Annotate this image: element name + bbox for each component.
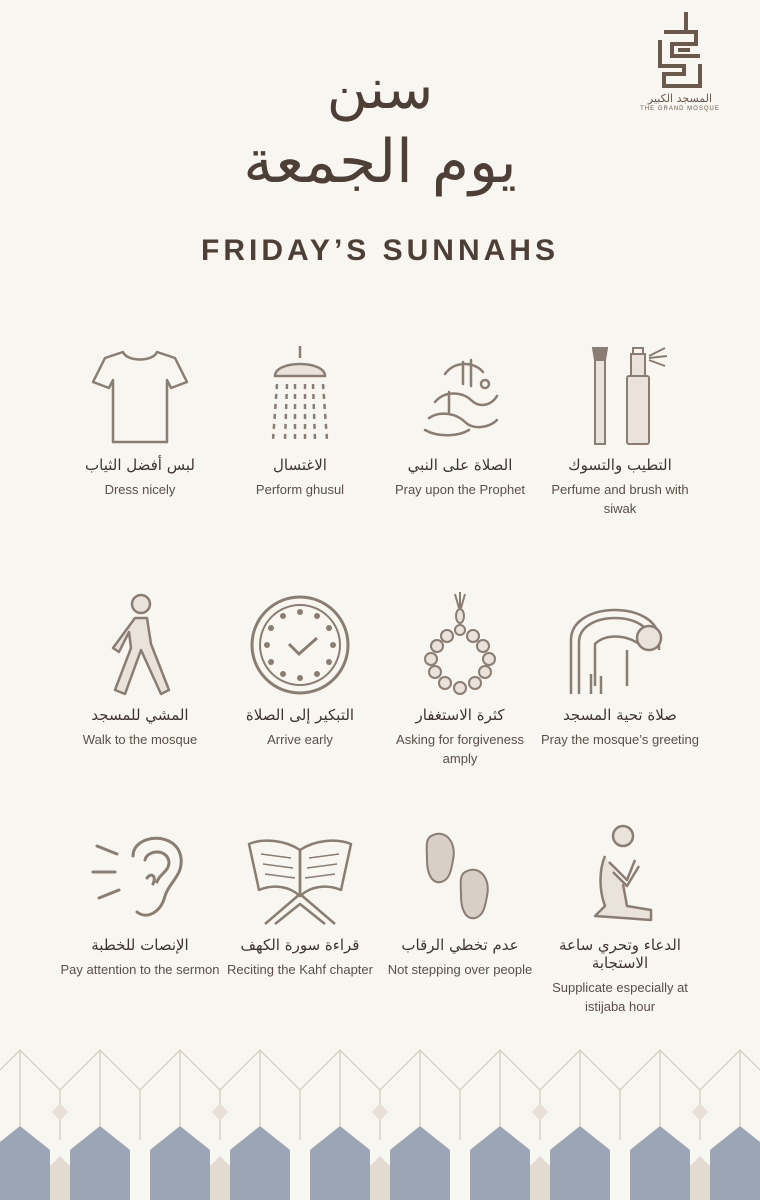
logo-arabic-text: المسجد الكبير: [647, 92, 713, 105]
title-english: FRIDAY’S SUNNAHS: [201, 234, 559, 267]
sunnah-item-salawat: [380, 340, 540, 499]
sunnah-item-arrive-early: [220, 590, 380, 749]
footprints-icon: [405, 820, 515, 930]
perfume-siwak-icon: [565, 340, 675, 450]
sunnah-item-perfume: [540, 340, 700, 518]
sunnah-item-istighfar: [380, 590, 540, 768]
quran-stand-icon: [245, 820, 355, 930]
item-arabic-label: قراءة سورة الكهف: [240, 936, 360, 954]
item-arabic-label: المشي للمسجد: [91, 706, 189, 724]
decorative-arch-pattern: [0, 1030, 760, 1200]
ear-icon: [85, 820, 195, 930]
sunnah-item-kahf: [220, 820, 380, 979]
item-english-label: Dress nicely: [104, 482, 176, 497]
sunnah-item-listen: [60, 820, 220, 979]
item-english-label: Supplicate especially at istijaba hour: [552, 980, 688, 1014]
item-arabic-label: الإنصات للخطبة: [91, 936, 189, 954]
kneeling-supplication-icon: [565, 820, 675, 930]
logo-english-text: THE GRAND MOSQUE: [640, 106, 720, 112]
item-english-label: Reciting the Kahf chapter: [227, 962, 373, 977]
item-arabic-label: لبس أفضل الثياب: [85, 456, 195, 474]
item-english-label: Asking for forgiveness amply: [396, 732, 524, 766]
item-english-label: Walk to the mosque: [82, 732, 198, 747]
item-arabic-label: كثرة الاستغفار: [415, 706, 505, 724]
sunnah-item-tahiyyat: [540, 590, 700, 749]
item-english-label: Pray the mosque’s greeting: [540, 732, 700, 747]
sunnah-item-walk: [60, 590, 220, 749]
item-arabic-label: الاغتسال: [273, 456, 327, 474]
sunnah-item-dress: [60, 340, 220, 499]
sunnah-item-ghusul: [220, 340, 380, 499]
tshirt-icon: [85, 340, 195, 450]
sunnah-item-not-stepping: [380, 820, 540, 979]
item-english-label: Perform ghusul: [255, 482, 345, 497]
title-arabic-line2: يوم الجمعة: [243, 127, 517, 197]
item-english-label: Arrive early: [267, 732, 333, 747]
clock-icon: [245, 590, 355, 700]
item-arabic-label: التبكير إلى الصلاة: [245, 706, 355, 724]
item-arabic-label: صلاة تحية المسجد: [563, 706, 677, 724]
item-arabic-label: الدعاء وتحري ساعة الاستجابة: [559, 936, 681, 972]
walking-icon: [85, 590, 195, 700]
item-arabic-label: التطيب والتسوك: [568, 456, 672, 474]
item-english-label: Not stepping over people: [387, 962, 533, 977]
item-english-label: Perfume and brush with siwak: [551, 482, 689, 516]
item-arabic-label: عدم تخطي الرقاب: [401, 936, 519, 954]
sunnah-grid: [60, 340, 700, 1040]
item-arabic-label: الصلاة على النبي: [407, 456, 513, 474]
bowing-icon: [565, 590, 675, 700]
prayer-beads-icon: [405, 590, 515, 700]
title-arabic-line1: سنن: [326, 57, 434, 122]
item-english-label: Pay attention to the sermon: [60, 962, 220, 977]
sunnah-item-dua: [540, 820, 700, 1016]
item-english-label: Pray upon the Prophet: [394, 482, 526, 497]
shower-icon: [245, 340, 355, 450]
calligraphy-icon: [405, 340, 515, 450]
